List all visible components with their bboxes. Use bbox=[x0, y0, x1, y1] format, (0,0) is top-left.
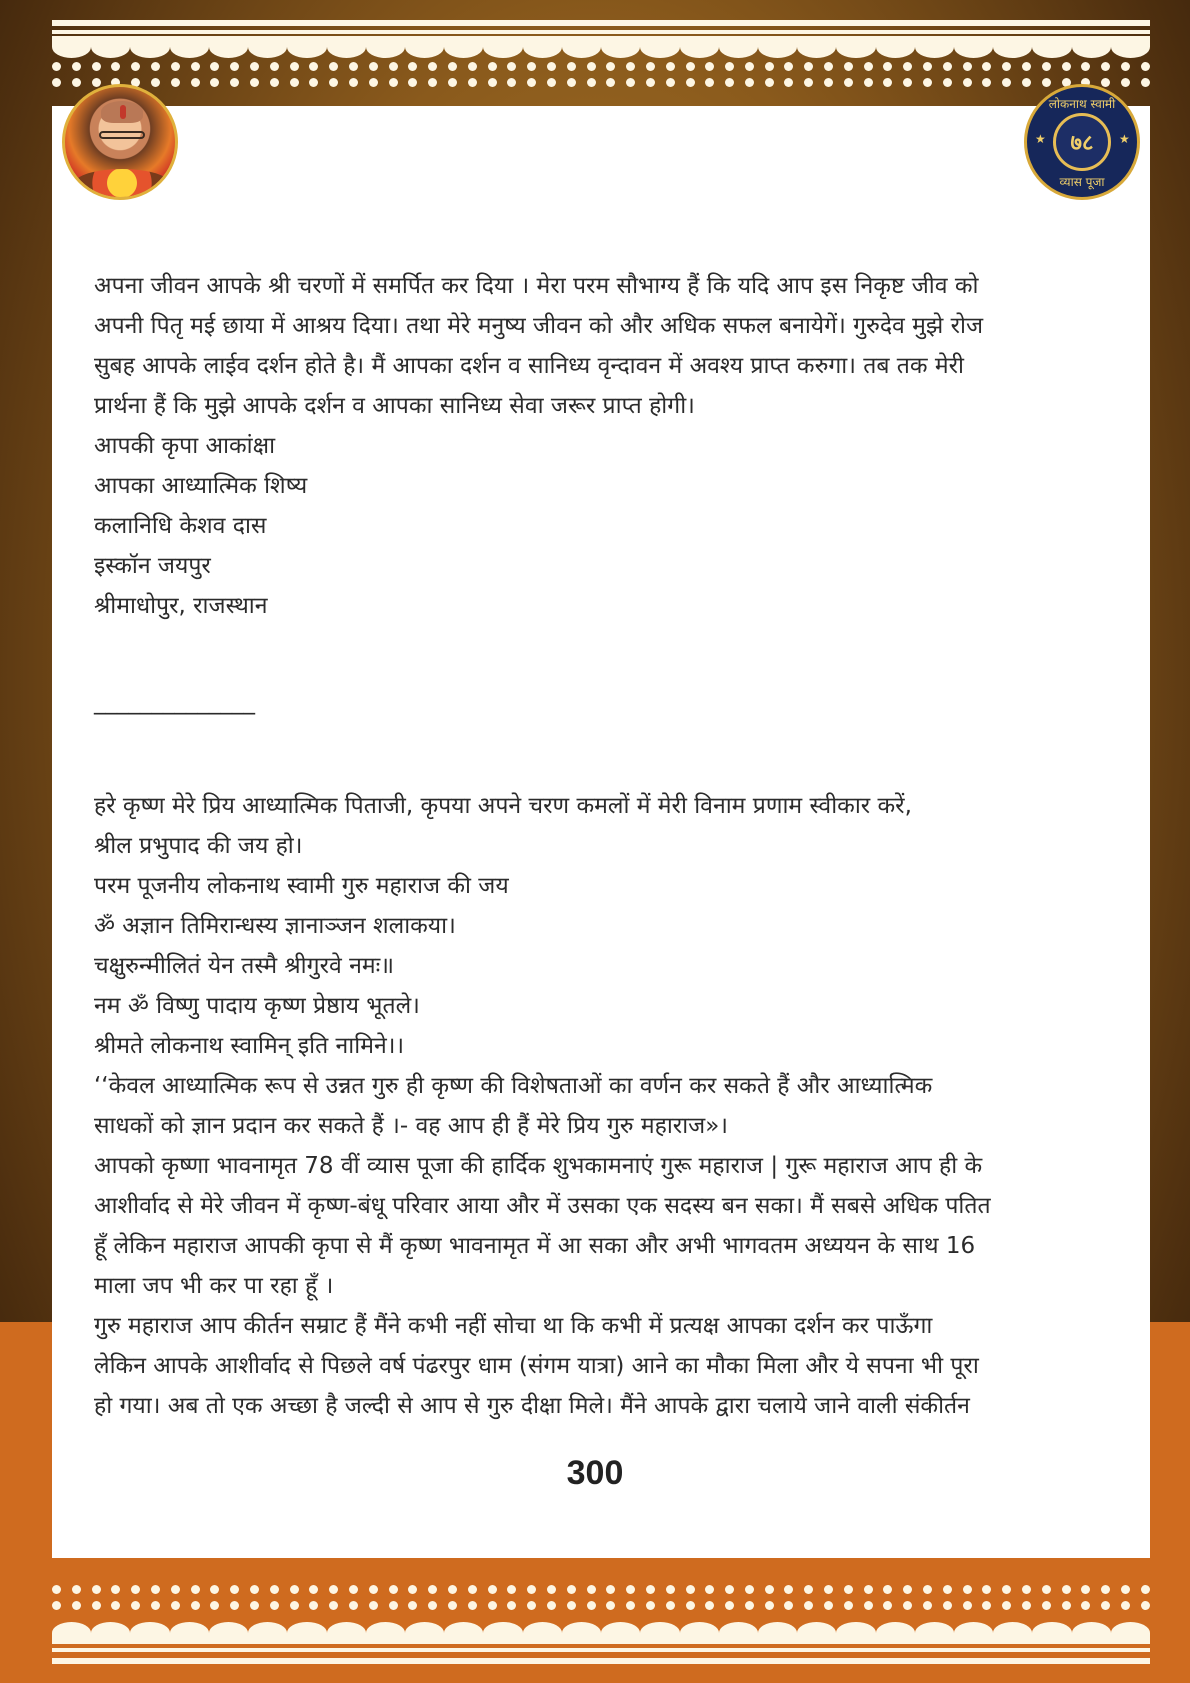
guru-portrait-avatar bbox=[62, 84, 178, 200]
page-number: 300 bbox=[566, 1454, 624, 1492]
signature-line: श्रीमाधोपुर, राजस्थान bbox=[94, 593, 268, 619]
bottom-dot-row bbox=[52, 1585, 1150, 1594]
paragraph-line: परम पूजनीय लोकनाथ स्वामी गुरु महाराज की जय bbox=[94, 873, 509, 899]
paragraph-line: हो गया। अब तो एक अच्छा है जल्दी से आप से गुरु दीक्षा मिले। मैंने आपके द्वारा चलाये जाने वाली संकीर्तन bbox=[94, 1393, 970, 1419]
bottom-dot-row-2 bbox=[52, 1601, 1150, 1610]
signature-name: कलानिधि केशव दास bbox=[94, 513, 267, 539]
star-icon: ★ bbox=[1119, 132, 1130, 146]
mantra-line: श्रीमते लोकनाथ स्वामिन् इति नामिने।। bbox=[94, 1033, 405, 1059]
paragraph-line: साधकों को ज्ञान प्रदान कर सकते हैं ।- वह आप ही हैं मेरे प्रिय गुरु महाराज»। bbox=[94, 1113, 729, 1139]
bottom-border-line-thin bbox=[52, 1648, 1150, 1652]
paragraph-line: आशीर्वाद से मेरे जीवन में कृष्ण-बंधू परिवार आया और में उसका एक सदस्य बन सका। मैं सबसे अधिक पतित bbox=[94, 1193, 991, 1219]
top-border-line-thin bbox=[52, 30, 1150, 34]
top-border-line bbox=[52, 20, 1150, 26]
letter-two bbox=[94, 786, 1104, 1426]
vyasa-puja-emblem bbox=[1024, 84, 1140, 200]
signature-line: आपकी कृपा आकांक्षा bbox=[94, 433, 276, 459]
emblem-top-text: लोकनाथ स्वामी bbox=[1048, 97, 1116, 111]
emblem-number: ७८ bbox=[1053, 113, 1111, 171]
separator-line: ______________ bbox=[94, 689, 255, 715]
bottom-scallop-border bbox=[52, 1622, 1150, 1644]
paragraph-line: अपनी पितृ मई छाया में आश्रय दिया। तथा मेरे मनुष्य जीवन को और अधिक सफल बनायेगें। गुरुदेव मुझे रोज bbox=[94, 313, 984, 339]
signature-line: इस्कॉन जयपुर bbox=[94, 553, 211, 579]
top-dot-row bbox=[52, 62, 1150, 71]
paragraph-line: प्रार्थना हैं कि मुझे आपके दर्शन व आपका सानिध्य सेवा जरूर प्राप्त होगी। bbox=[94, 393, 695, 419]
paragraph-line: श्रील प्रभुपाद की जय हो। bbox=[94, 833, 303, 859]
paragraph-line: आपको कृष्णा भावनामृत 78 वीं व्यास पूजा की हार्दिक शुभकामनाएं गुरू महाराज | गुरू महाराज आप ही के bbox=[94, 1153, 983, 1179]
mantra-line: नम ॐ विष्णु पादाय कृष्ण प्रेष्ठाय भूतले। bbox=[94, 993, 420, 1019]
mantra-line: चक्षुरुन्मीलितं येन तस्मै श्रीगुरवे नमः॥ bbox=[94, 953, 395, 979]
paragraph-line: गुरु महाराज आप कीर्तन सम्राट हैं मैंने कभी नहीं सोचा था कि कभी में प्रत्यक्ष आपका दर्शन कर पाऊँगा bbox=[94, 1313, 933, 1339]
paragraph-line: अपना जीवन आपके श्री चरणों में समर्पित कर दिया । मेरा परम सौभाग्य हैं कि यदि आप इस निकृष्ट जीव को bbox=[94, 273, 979, 299]
mantra-line: ॐ अज्ञान तिमिरान्धस्य ज्ञानाञ्जन शलाकया। bbox=[94, 913, 456, 939]
paragraph-line: सुबह आपके लाईव दर्शन होते है। मैं आपका दर्शन व सानिध्य वृन्दावन में अवश्य प्राप्त करुगा। तब तक मेरी bbox=[94, 353, 965, 379]
emblem-bottom-text: व्यास पूजा bbox=[1059, 175, 1105, 189]
paragraph-line: हरे कृष्ण मेरे प्रिय आध्यात्मिक पिताजी, कृपया अपने चरण कमलों में मेरी विनाम प्रणाम स्वीकार करें, bbox=[94, 793, 912, 819]
star-icon: ★ bbox=[1035, 132, 1046, 146]
top-dot-row-2 bbox=[52, 78, 1150, 87]
signature-line: आपका आध्यात्मिक शिष्य bbox=[94, 473, 308, 499]
paragraph-line: माला जप भी कर पा रहा हूँ । bbox=[94, 1273, 334, 1299]
paragraph-line: लेकिन आपके आशीर्वाद से पिछले वर्ष पंढरपुर धाम (संगम यात्रा) आने का मौका मिला और ये सपना भी पूरा bbox=[94, 1353, 979, 1379]
paragraph-line: ‘‘केवल आध्यात्मिक रूप से उन्नत गुरु ही कृष्ण की विशेषताओं का वर्णन कर सकते हैं और आध्यात्मिक bbox=[94, 1073, 933, 1099]
top-scallop-border bbox=[52, 36, 1150, 58]
bottom-border-line bbox=[52, 1658, 1150, 1664]
letter-one bbox=[94, 266, 1104, 626]
paragraph-line: हूँ लेकिन महाराज आपकी कृपा से मैं कृष्ण भावनामृत में आ सका और अभी भागवतम अध्ययन के साथ 16 bbox=[94, 1233, 976, 1259]
